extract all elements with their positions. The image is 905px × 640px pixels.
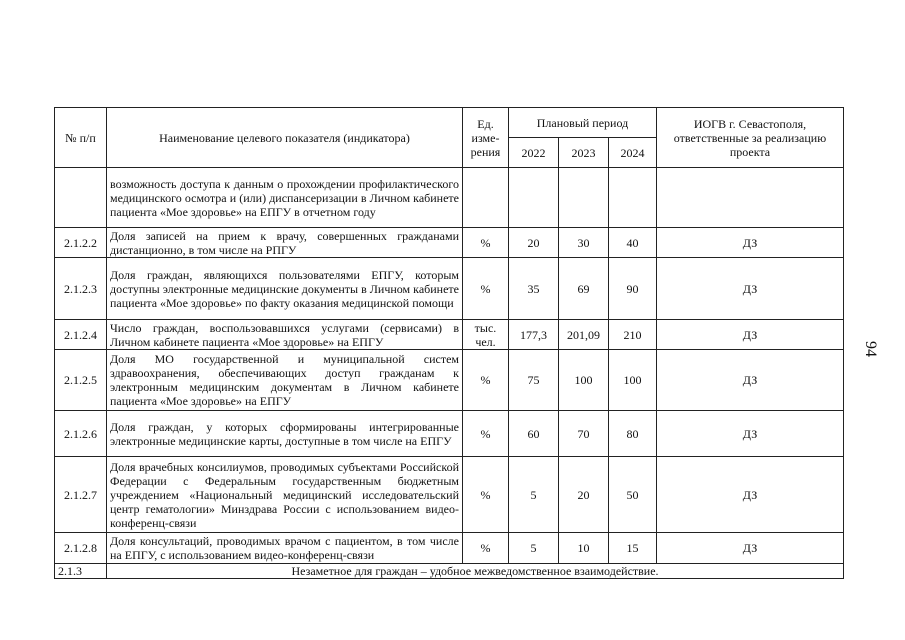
row-2023: 201,09 — [559, 320, 609, 350]
header-name: Наименование целевого показателя (индикатора) — [107, 108, 463, 168]
row-2023: 30 — [559, 228, 609, 258]
header-iogv: ИОГВ г. Севастополя, ответственные за реализацию проекта — [657, 108, 844, 168]
section-num: 2.1.3 — [55, 564, 107, 579]
row-name: возможность доступа к данным о прохождении профилактического медицинского осмотра и (или) диспансеризации в Личном кабинете пациента «Мое здоровье» на ЕПГУ в отчетном году — [107, 168, 463, 228]
row-2024: 90 — [609, 258, 657, 320]
row-iogv: ДЗ — [657, 533, 844, 564]
row-num: 2.1.2.6 — [55, 411, 107, 457]
row-2023: 10 — [559, 533, 609, 564]
table-row — [55, 228, 844, 258]
row-2022 — [509, 168, 559, 228]
table-row — [55, 411, 844, 457]
row-unit: % — [463, 258, 509, 320]
row-iogv: ДЗ — [657, 320, 844, 350]
row-iogv: ДЗ — [657, 350, 844, 411]
table-row — [55, 258, 844, 320]
row-2023: 20 — [559, 457, 609, 533]
row-2023: 100 — [559, 350, 609, 411]
section-title: Незаметное для граждан – удобное межведомственное взаимодействие. — [107, 564, 844, 579]
row-num: 2.1.2.4 — [55, 320, 107, 350]
header-unit: Ед. изме-рения — [463, 108, 509, 168]
table-row — [55, 457, 844, 533]
row-iogv — [657, 168, 844, 228]
header-year-2024: 2024 — [609, 138, 657, 168]
page-number: 94 — [862, 341, 879, 357]
row-num: 2.1.2.5 — [55, 350, 107, 411]
row-num: 2.1.2.7 — [55, 457, 107, 533]
row-name: Доля записей на прием к врачу, совершенных гражданами дистанционно, в том числе на РПГУ — [107, 228, 463, 258]
row-2024: 15 — [609, 533, 657, 564]
row-iogv: ДЗ — [657, 411, 844, 457]
row-name: Доля врачебных консилиумов, проводимых субъектами Российской Федерации с Федеральным государственным бюджетным учреждением «Национальный медицинский исследовательский центр гематологии» Минздрава России с использованием видео-конференц-связи — [107, 457, 463, 533]
row-unit: % — [463, 457, 509, 533]
table-row — [55, 168, 844, 228]
table-row — [55, 320, 844, 350]
table-row — [55, 533, 844, 564]
row-2023 — [559, 168, 609, 228]
header-year-2022: 2022 — [509, 138, 559, 168]
table-row — [55, 350, 844, 411]
row-unit: % — [463, 533, 509, 564]
row-num: 2.1.2.8 — [55, 533, 107, 564]
row-2024: 40 — [609, 228, 657, 258]
row-2022: 35 — [509, 258, 559, 320]
row-2024: 210 — [609, 320, 657, 350]
row-unit: % — [463, 350, 509, 411]
row-name: Доля консультаций, проводимых врачом с пациентом, в том числе на ЕПГУ, с использованием видео-конференц-связи — [107, 533, 463, 564]
row-unit: % — [463, 411, 509, 457]
row-iogv: ДЗ — [657, 457, 844, 533]
row-name: Доля граждан, у которых сформированы интегрированные электронные медицинские карты, доступные в том числе на ЕПГУ — [107, 411, 463, 457]
row-2022: 75 — [509, 350, 559, 411]
header-plan-period: Плановый период — [509, 108, 657, 138]
row-2022: 177,3 — [509, 320, 559, 350]
row-name: Число граждан, воспользовавшихся услугами (сервисами) в Личном кабинете пациента «Мое здоровье» на ЕПГУ — [107, 320, 463, 350]
header-year-2023: 2023 — [559, 138, 609, 168]
row-2023: 70 — [559, 411, 609, 457]
row-num: 2.1.2.3 — [55, 258, 107, 320]
row-unit — [463, 168, 509, 228]
row-2024 — [609, 168, 657, 228]
row-iogv: ДЗ — [657, 228, 844, 258]
header-num: № п/п — [55, 108, 107, 168]
row-2022: 20 — [509, 228, 559, 258]
row-2024: 80 — [609, 411, 657, 457]
row-num: 2.1.2.2 — [55, 228, 107, 258]
row-name: Доля граждан, являющихся пользователями ЕПГУ, которым доступны электронные медицинские документы в Личном кабинете пациента «Мое здоровье» по факту оказания медицинской помощи — [107, 258, 463, 320]
row-2024: 100 — [609, 350, 657, 411]
row-iogv: ДЗ — [657, 258, 844, 320]
row-2022: 5 — [509, 533, 559, 564]
row-2023: 69 — [559, 258, 609, 320]
row-2022: 60 — [509, 411, 559, 457]
row-num — [55, 168, 107, 228]
row-2024: 50 — [609, 457, 657, 533]
row-unit: тыс. чел. — [463, 320, 509, 350]
row-2022: 5 — [509, 457, 559, 533]
indicators-table — [54, 107, 844, 579]
row-unit: % — [463, 228, 509, 258]
row-name: Доля МО государственной и муниципальной систем здравоохранения, обеспечивающих доступ гражданам к электронным медицинским документам в Личном кабинете пациента «Мое здоровье» на ЕПГУ — [107, 350, 463, 411]
section-row — [55, 564, 844, 579]
